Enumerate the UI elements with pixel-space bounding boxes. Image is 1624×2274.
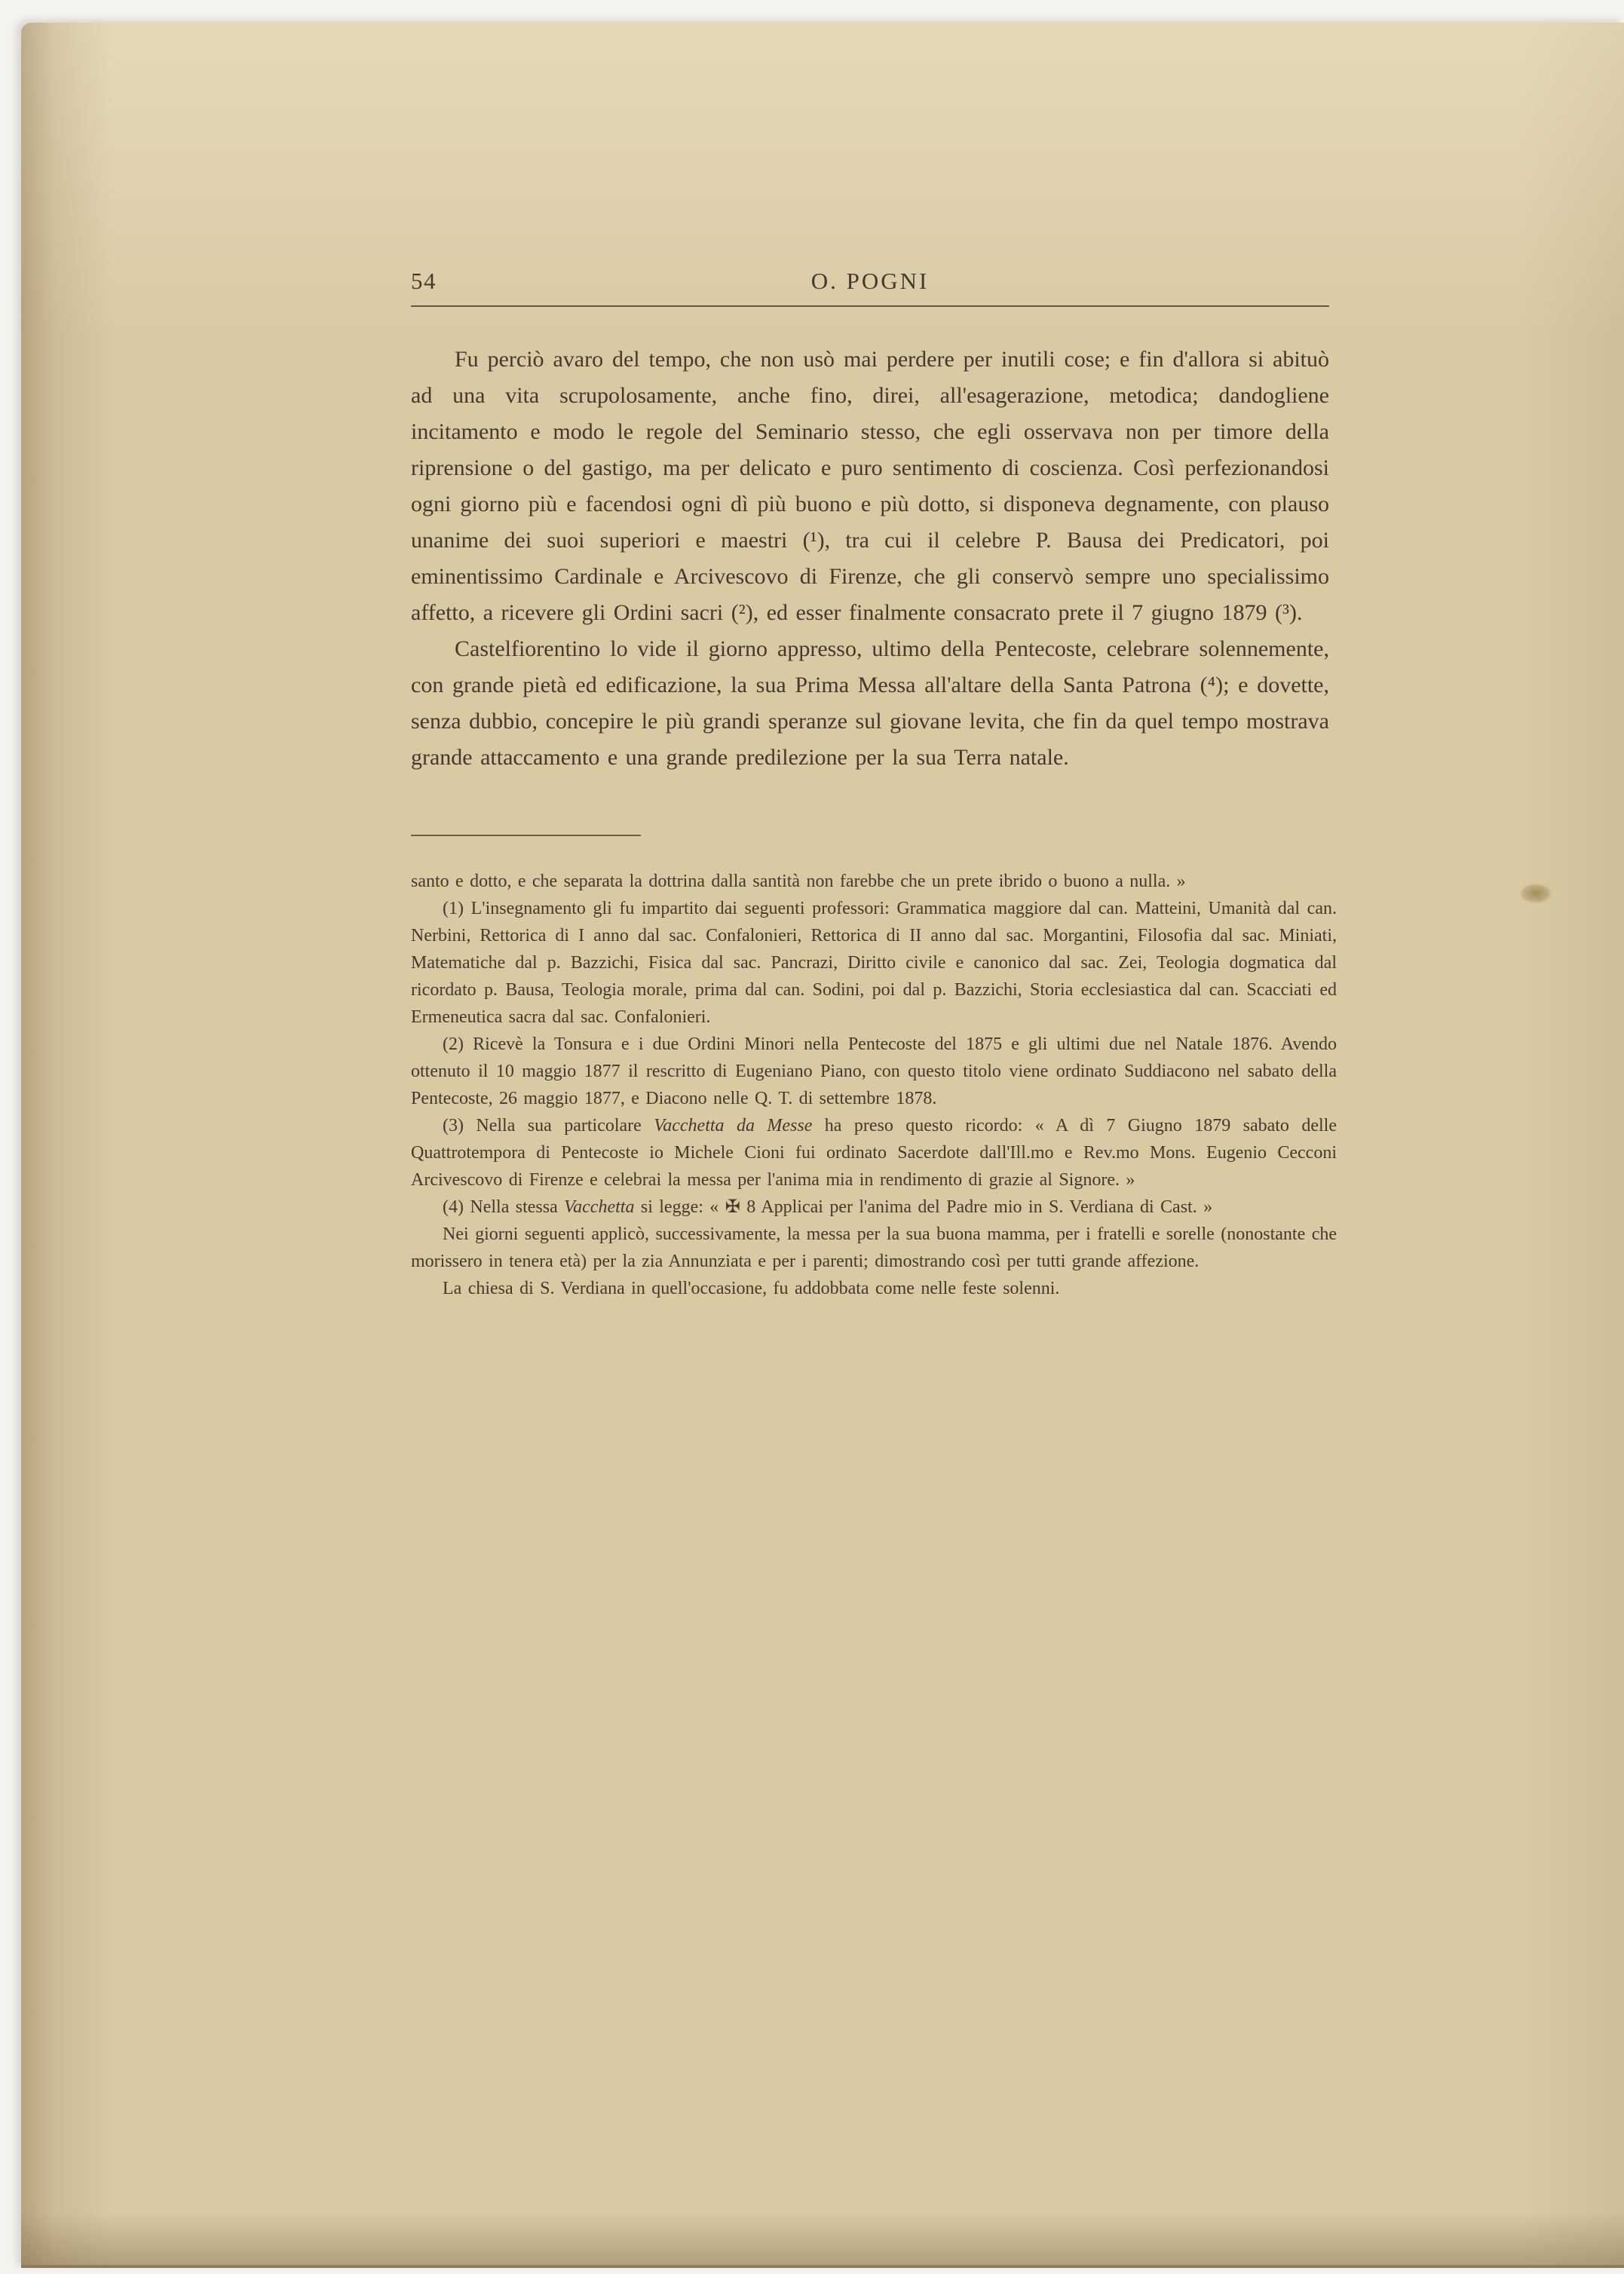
footnote-4-text-rest: si legge: « ✠ 8 Applicai per l'anima del Padre mio in S. Verdiana di Cast. » bbox=[634, 1197, 1213, 1217]
book-page bbox=[21, 23, 1624, 2268]
footnote-3-text-rest: ha preso questo ricordo: « A dì 7 Giugno 1879 sabato delle Quattrotempora di Pentecoste io Michele Cioni fui ordinato Sacerdote dall'Ill.mo e Rev.mo Mons. Eugenio Cecconi Arcivescovo di Firenze e celebrai la messa per l'anima mia in rendimento di grazie al Signore. » bbox=[411, 1116, 1337, 1190]
footnote-4-paragraph-3: La chiesa di S. Verdiana in quell'occasione, fu addobbata come nelle feste solenni. bbox=[443, 1279, 1060, 1298]
footnote-1: (1) L'insegnamento gli fu impartito dai seguenti professori: Grammatica maggiore dal can. Matteini, Umanità dal can. Nerbini, Rettorica di I anno dal sac. Confalonieri, Rettorica di II anno dal sac. Morgantini, Filosofia dal sac. Miniati, Matematiche dal p. Bazzichi, Fisica dal sac. Pancrazi, Diritto civile e canonico dal sac. Zei, Teologia dogmatica dal ricordato p. Bausa, Teologia morale, prima dal can. Sodini, poi dal p. Bazzichi, Storia ecclesiastica dal can. Scacciati ed Ermeneutica sacra dal sac. Confalonieri. bbox=[411, 899, 1337, 1027]
footnote-continuation: santo e dotto, e che separata la dottrina dalla santità non farebbe che un prete ibrido o buono a nulla. » bbox=[411, 872, 1186, 891]
paper-stain bbox=[1520, 884, 1552, 903]
footnote-3 bbox=[411, 1112, 1337, 1194]
page-content bbox=[411, 268, 1337, 1302]
footnote-3-italic-title: Vacchetta da Messe bbox=[654, 1116, 813, 1135]
footnote-3-text: (3) Nella sua particolare bbox=[443, 1116, 654, 1135]
running-title: O. POGNI bbox=[810, 268, 930, 294]
footnote-4 bbox=[411, 1194, 1337, 1221]
page-header bbox=[411, 268, 1329, 298]
footnote-4-paragraph-2: Nei giorni seguenti applicò, successivamente, la messa per la sua buona mamma, per i fratelli e sorelle (nonostante che morissero in tenera età) per la zia Annunziata e per i parenti; dimostrando così per tutti grande affezione. bbox=[411, 1224, 1337, 1271]
footnote-separator-rule bbox=[411, 835, 641, 836]
paragraph-1: Fu perciò avaro del tempo, che non usò mai perdere per inutili cose; e fin d'allora si abituò ad una vita scrupolosamente, anche fino, direi, all'esagerazione, metodica; dandogliene incitamento e modo le regole del Seminario stesso, che egli osservava non per timore della riprensione o del gastigo, ma per delicato e puro sentimento di coscienza. Così perfezionandosi ogni giorno più e facendosi ogni dì più buono e più dotto, si disponeva degnamente, con plauso unanime dei suoi superiori e maestri (¹), tra cui il celebre P. Bausa dei Predicatori, poi eminentissimo Cardinale e Arcivescovo di Firenze, che gli conservò sempre uno specialissimo affetto, a ricevere gli Ordini sacri (²), ed esser finalmente consacrato prete il 7 giugno 1879 (³). bbox=[411, 347, 1329, 625]
header-rule bbox=[411, 305, 1329, 307]
footnote-4-text: (4) Nella stessa bbox=[443, 1197, 565, 1217]
footnotes-block bbox=[411, 868, 1337, 1302]
paragraph-2: Castelfiorentino lo vide il giorno appresso, ultimo della Pentecoste, celebrare solennemente, con grande pietà ed edificazione, la sua Prima Messa all'altare della Santa Patrona (⁴); e dovette, senza dubbio, concepire le più grandi speranze sul giovane levita, che fin da quel tempo mostrava grande attaccamento e una grande predilezione per la sua Terra natale. bbox=[411, 636, 1329, 770]
footnote-2: (2) Ricevè la Tonsura e i due Ordini Minori nella Pentecoste del 1875 e gli ultimi due nel Natale 1876. Avendo ottenuto il 10 maggio 1877 il rescritto di Eugeniano Piano, con questo titolo viene ordinato Suddiacono nel sabato della Pentecoste, 26 maggio 1877, e Diacono nelle Q. T. di settembre 1878. bbox=[411, 1034, 1337, 1108]
footnote-4-italic-title: Vacchetta bbox=[564, 1197, 635, 1217]
page-number: 54 bbox=[411, 268, 437, 294]
